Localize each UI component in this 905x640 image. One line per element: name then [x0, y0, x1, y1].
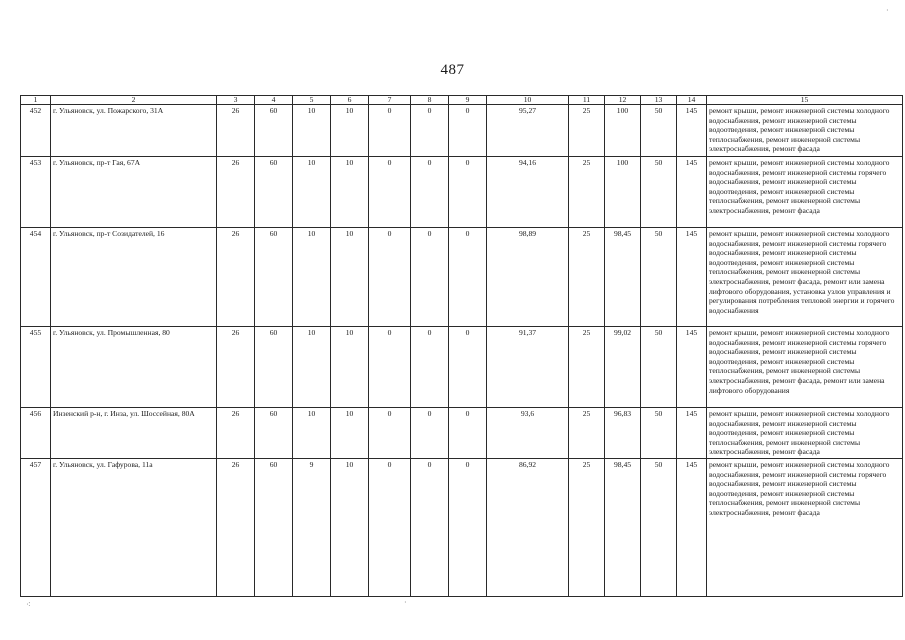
row-number: 455 [21, 327, 51, 408]
value-cell: 98,45 [605, 228, 641, 327]
value-cell: 60 [255, 157, 293, 228]
address-cell: Инзенский р-н, г. Инза, ул. Шоссейная, 80А [51, 408, 217, 459]
column-header: 12 [605, 96, 641, 105]
value-cell: 50 [641, 105, 677, 157]
column-header: 11 [569, 96, 605, 105]
value-cell: 93,6 [487, 408, 569, 459]
value-cell: 50 [641, 157, 677, 228]
value-cell: 25 [569, 327, 605, 408]
value-cell: 50 [641, 408, 677, 459]
value-cell: 10 [293, 157, 331, 228]
value-cell: 0 [449, 105, 487, 157]
address-cell: г. Ульяновск, ул. Пожарского, 31А [51, 105, 217, 157]
value-cell: 10 [331, 157, 369, 228]
works-cell: ремонт крыши, ремонт инженерной системы холодного водоснабжения, ремонт инженерной системы горячего водоснабжения, ремонт инженерной системы водоотведения, ремонт инженерной системы теплоснабжения, ремонт инженерной системы электроснабжения, ремонт фасада [707, 157, 903, 228]
value-cell: 96,83 [605, 408, 641, 459]
column-header: 14 [677, 96, 707, 105]
value-cell: 0 [411, 458, 449, 596]
value-cell: 25 [569, 157, 605, 228]
value-cell: 0 [369, 327, 411, 408]
value-cell: 26 [217, 327, 255, 408]
value-cell: 0 [449, 458, 487, 596]
column-header: 1 [21, 96, 51, 105]
value-cell: 0 [411, 408, 449, 459]
address-cell: г. Ульяновск, ул. Гафурова, 11а [51, 458, 217, 596]
works-cell: ремонт крыши, ремонт инженерной системы холодного водоснабжения, ремонт инженерной системы водоотведения, ремонт инженерной системы теплоснабжения, ремонт инженерной системы электроснабжения, ремонт фасада [707, 105, 903, 157]
value-cell: 50 [641, 458, 677, 596]
value-cell: 145 [677, 228, 707, 327]
value-cell: 10 [293, 228, 331, 327]
address-cell: г. Ульяновск, пр-т Созидателей, 16 [51, 228, 217, 327]
value-cell: 145 [677, 105, 707, 157]
value-cell: 94,16 [487, 157, 569, 228]
value-cell: 86,92 [487, 458, 569, 596]
value-cell: 10 [331, 327, 369, 408]
value-cell: 26 [217, 228, 255, 327]
value-cell: 60 [255, 105, 293, 157]
works-cell: ремонт крыши, ремонт инженерной системы холодного водоснабжения, ремонт инженерной системы горячего водоснабжения, ремонт инженерной системы водоотведения, ремонт инженерной системы теплоснабжения, ремонт инженерной системы электроснабжения, ремонт фасада, ремонт или замена лифтового оборудования, установка узлов управления и регулирования потребления тепловой энергии и горячего водоснабжения [707, 228, 903, 327]
table-row [21, 105, 903, 157]
row-number: 454 [21, 228, 51, 327]
row-number: 456 [21, 408, 51, 459]
row-number: 453 [21, 157, 51, 228]
value-cell: 26 [217, 157, 255, 228]
scan-speck: · [404, 598, 407, 607]
works-cell: ремонт крыши, ремонт инженерной системы холодного водоснабжения, ремонт инженерной системы горячего водоснабжения, ремонт инженерной системы водоотведения, ремонт инженерной системы теплоснабжения, ремонт инженерной системы электроснабжения, ремонт фасада [707, 458, 903, 596]
value-cell: 0 [411, 327, 449, 408]
value-cell: 0 [369, 408, 411, 459]
column-header: 13 [641, 96, 677, 105]
row-number: 457 [21, 458, 51, 596]
value-cell: 60 [255, 408, 293, 459]
column-header: 6 [331, 96, 369, 105]
value-cell: 145 [677, 408, 707, 459]
row-number: 452 [21, 105, 51, 157]
value-cell: 95,27 [487, 105, 569, 157]
value-cell: 60 [255, 228, 293, 327]
value-cell: 0 [369, 458, 411, 596]
value-cell: 100 [605, 105, 641, 157]
value-cell: 26 [217, 105, 255, 157]
value-cell: 25 [569, 458, 605, 596]
value-cell: 98,89 [487, 228, 569, 327]
works-cell: ремонт крыши, ремонт инженерной системы холодного водоснабжения, ремонт инженерной системы горячего водоснабжения, ремонт инженерной системы водоотведения, ремонт инженерной системы теплоснабжения, ремонт инженерной системы электроснабжения, ремонт фасада, ремонт или замена лифтового оборудования [707, 327, 903, 408]
value-cell: 145 [677, 157, 707, 228]
data-table [20, 95, 903, 597]
value-cell: 0 [411, 228, 449, 327]
value-cell: 145 [677, 458, 707, 596]
value-cell: 9 [293, 458, 331, 596]
address-cell: г. Ульяновск, пр-т Гая, 67А [51, 157, 217, 228]
value-cell: 98,45 [605, 458, 641, 596]
scan-speck: ⁖ [26, 600, 31, 609]
column-header: 10 [487, 96, 569, 105]
value-cell: 0 [449, 157, 487, 228]
value-cell: 50 [641, 327, 677, 408]
address-cell: г. Ульяновск, ул. Промышленная, 80 [51, 327, 217, 408]
column-header: 8 [411, 96, 449, 105]
value-cell: 10 [293, 408, 331, 459]
value-cell: 60 [255, 327, 293, 408]
value-cell: 26 [217, 458, 255, 596]
table-row [21, 327, 903, 408]
value-cell: 25 [569, 408, 605, 459]
value-cell: 91,37 [487, 327, 569, 408]
table-row [21, 228, 903, 327]
column-header: 9 [449, 96, 487, 105]
value-cell: 10 [293, 105, 331, 157]
value-cell: 10 [293, 327, 331, 408]
column-header: 2 [51, 96, 217, 105]
scan-speck: · [886, 6, 889, 15]
value-cell: 10 [331, 105, 369, 157]
header-row [21, 96, 903, 105]
column-header: 5 [293, 96, 331, 105]
value-cell: 0 [369, 228, 411, 327]
value-cell: 10 [331, 458, 369, 596]
table-row [21, 408, 903, 459]
value-cell: 10 [331, 408, 369, 459]
value-cell: 145 [677, 327, 707, 408]
value-cell: 50 [641, 228, 677, 327]
value-cell: 0 [449, 327, 487, 408]
value-cell: 0 [449, 408, 487, 459]
value-cell: 60 [255, 458, 293, 596]
value-cell: 25 [569, 228, 605, 327]
value-cell: 26 [217, 408, 255, 459]
value-cell: 0 [449, 228, 487, 327]
value-cell: 0 [411, 157, 449, 228]
value-cell: 99,02 [605, 327, 641, 408]
column-header: 7 [369, 96, 411, 105]
value-cell: 0 [369, 105, 411, 157]
value-cell: 25 [569, 105, 605, 157]
works-cell: ремонт крыши, ремонт инженерной системы холодного водоснабжения, ремонт инженерной системы водоотведения, ремонт инженерной системы теплоснабжения, ремонт инженерной системы электроснабжения, ремонт фасада [707, 408, 903, 459]
value-cell: 10 [331, 228, 369, 327]
value-cell: 0 [369, 157, 411, 228]
value-cell: 0 [411, 105, 449, 157]
table-row [21, 458, 903, 596]
table-row [21, 157, 903, 228]
column-header: 15 [707, 96, 903, 105]
value-cell: 100 [605, 157, 641, 228]
column-header: 4 [255, 96, 293, 105]
column-header: 3 [217, 96, 255, 105]
page-number: 487 [440, 62, 465, 78]
